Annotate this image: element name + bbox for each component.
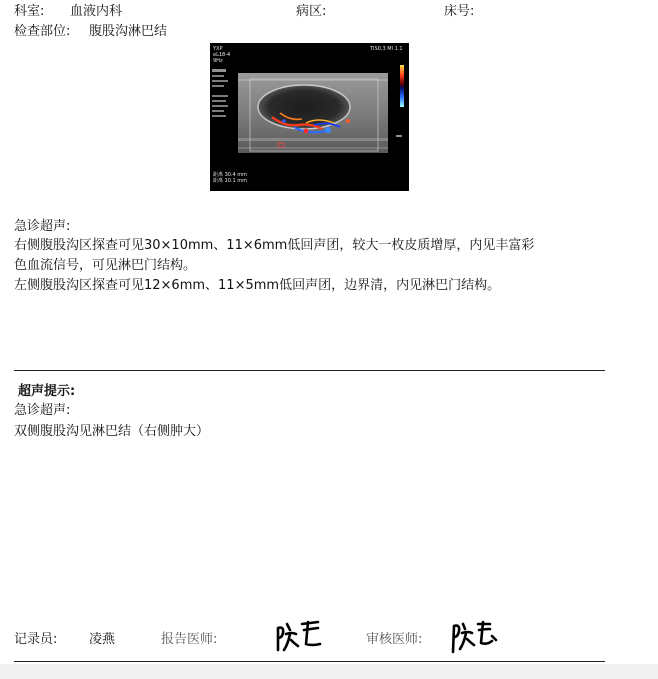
measurement-distance-2: 距离 10.1 mm — [213, 178, 248, 184]
ultrasound-label-3: 9Hz — [213, 58, 223, 64]
recorder-name: 凌燕 — [89, 632, 116, 647]
impression-heading: 超声提示: — [18, 384, 76, 399]
ultrasound-scan — [210, 43, 409, 191]
exam-site-value: 腹股沟淋巴结 — [89, 24, 168, 39]
measurement-distance-1: 距离 30.4 mm — [213, 172, 248, 178]
exam-site-label: 检查部位: — [14, 24, 71, 39]
department-label: 科室: — [14, 4, 45, 19]
bed-number-label: 床号: — [444, 4, 475, 19]
reviewing-physician-signature — [448, 616, 500, 656]
impression-text: 双侧腹股沟见淋巴结（右侧肿大） — [14, 424, 210, 439]
recorder-label: 记录员: — [14, 632, 58, 647]
page-footer-bar — [0, 664, 658, 679]
divider-line — [14, 370, 605, 371]
findings-text-line: 右侧腹股沟区探查可见30×10mm、11×6mm低回声团，较大一枚皮质增厚，内见丰富彩 — [14, 238, 535, 253]
reporting-physician-label: 报告医师: — [161, 632, 218, 647]
ultrasound-label-1: YXP — [213, 46, 223, 52]
findings-text-line: 左侧腹股沟区探查可见12×6mm、11×5mm低回声团，边界清，内见淋巴门结构。 — [14, 278, 501, 293]
ward-label: 病区: — [296, 4, 327, 19]
divider-line — [14, 661, 605, 662]
impression-subheading: 急诊超声: — [14, 403, 71, 418]
department-value: 血液内科 — [70, 4, 123, 19]
ultrasound-label-2: eL18-4 — [213, 52, 231, 58]
findings-title: 急诊超声: — [14, 219, 71, 234]
ultrasound-image — [210, 43, 409, 191]
findings-text-line: 色血流信号，可见淋巴门结构。 — [14, 258, 197, 273]
ultrasound-index-label: TIS0.3 MI 1.1 — [370, 46, 403, 52]
reviewing-physician-label: 审核医师: — [366, 632, 423, 647]
reporting-physician-signature — [274, 616, 326, 656]
